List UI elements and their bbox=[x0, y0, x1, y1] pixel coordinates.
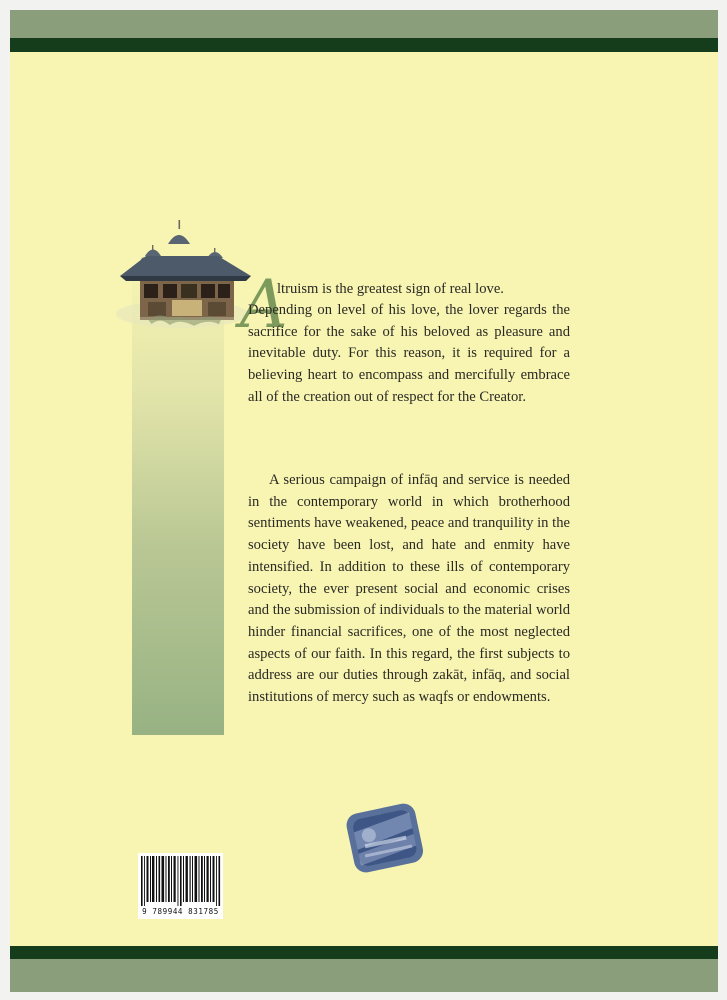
hologram-sticker-icon bbox=[340, 800, 430, 878]
kiosk-illustration-icon bbox=[110, 210, 252, 328]
bottom-band-dark bbox=[10, 946, 718, 959]
book-back-cover bbox=[10, 10, 718, 992]
paragraph-1: Depending on level of his love, the lover regards the sacrifice for the sake of his beloved as pleasure and inevitable duty. For this reason, it is required for a believing heart to encompass and mercifully embrace all of the creation out of respect for the Creator. bbox=[248, 302, 570, 405]
barcode-bars-icon bbox=[138, 853, 223, 907]
top-band-light bbox=[10, 10, 718, 38]
paragraph-1-first-line: ltruism is the greatest sign of real love. bbox=[277, 281, 504, 297]
barcode-number: 9 789944 831785 bbox=[142, 907, 219, 916]
barcode bbox=[138, 853, 223, 919]
top-band-dark bbox=[10, 38, 718, 52]
paragraph-2: A serious campaign of infāq and service is needed in the contemporary world in which brotherhood sentiments have weakened, peace and tranquility in the society have been lost, and hate and enmity have intensified. In addition to these ills of contemporary society, the ever present social and economic crises and the submission of individuals to the material world hinder financial sacrifices, one of the most neglected aspects of our faith. In this regard, the first subjects to address are our duties through zakāt, infāq, and social institutions of mercy such as waqfs or endowments. bbox=[248, 472, 570, 706]
bottom-band-light bbox=[10, 959, 718, 992]
drop-cap: A bbox=[240, 266, 288, 343]
green-gradient-panel bbox=[132, 265, 224, 735]
